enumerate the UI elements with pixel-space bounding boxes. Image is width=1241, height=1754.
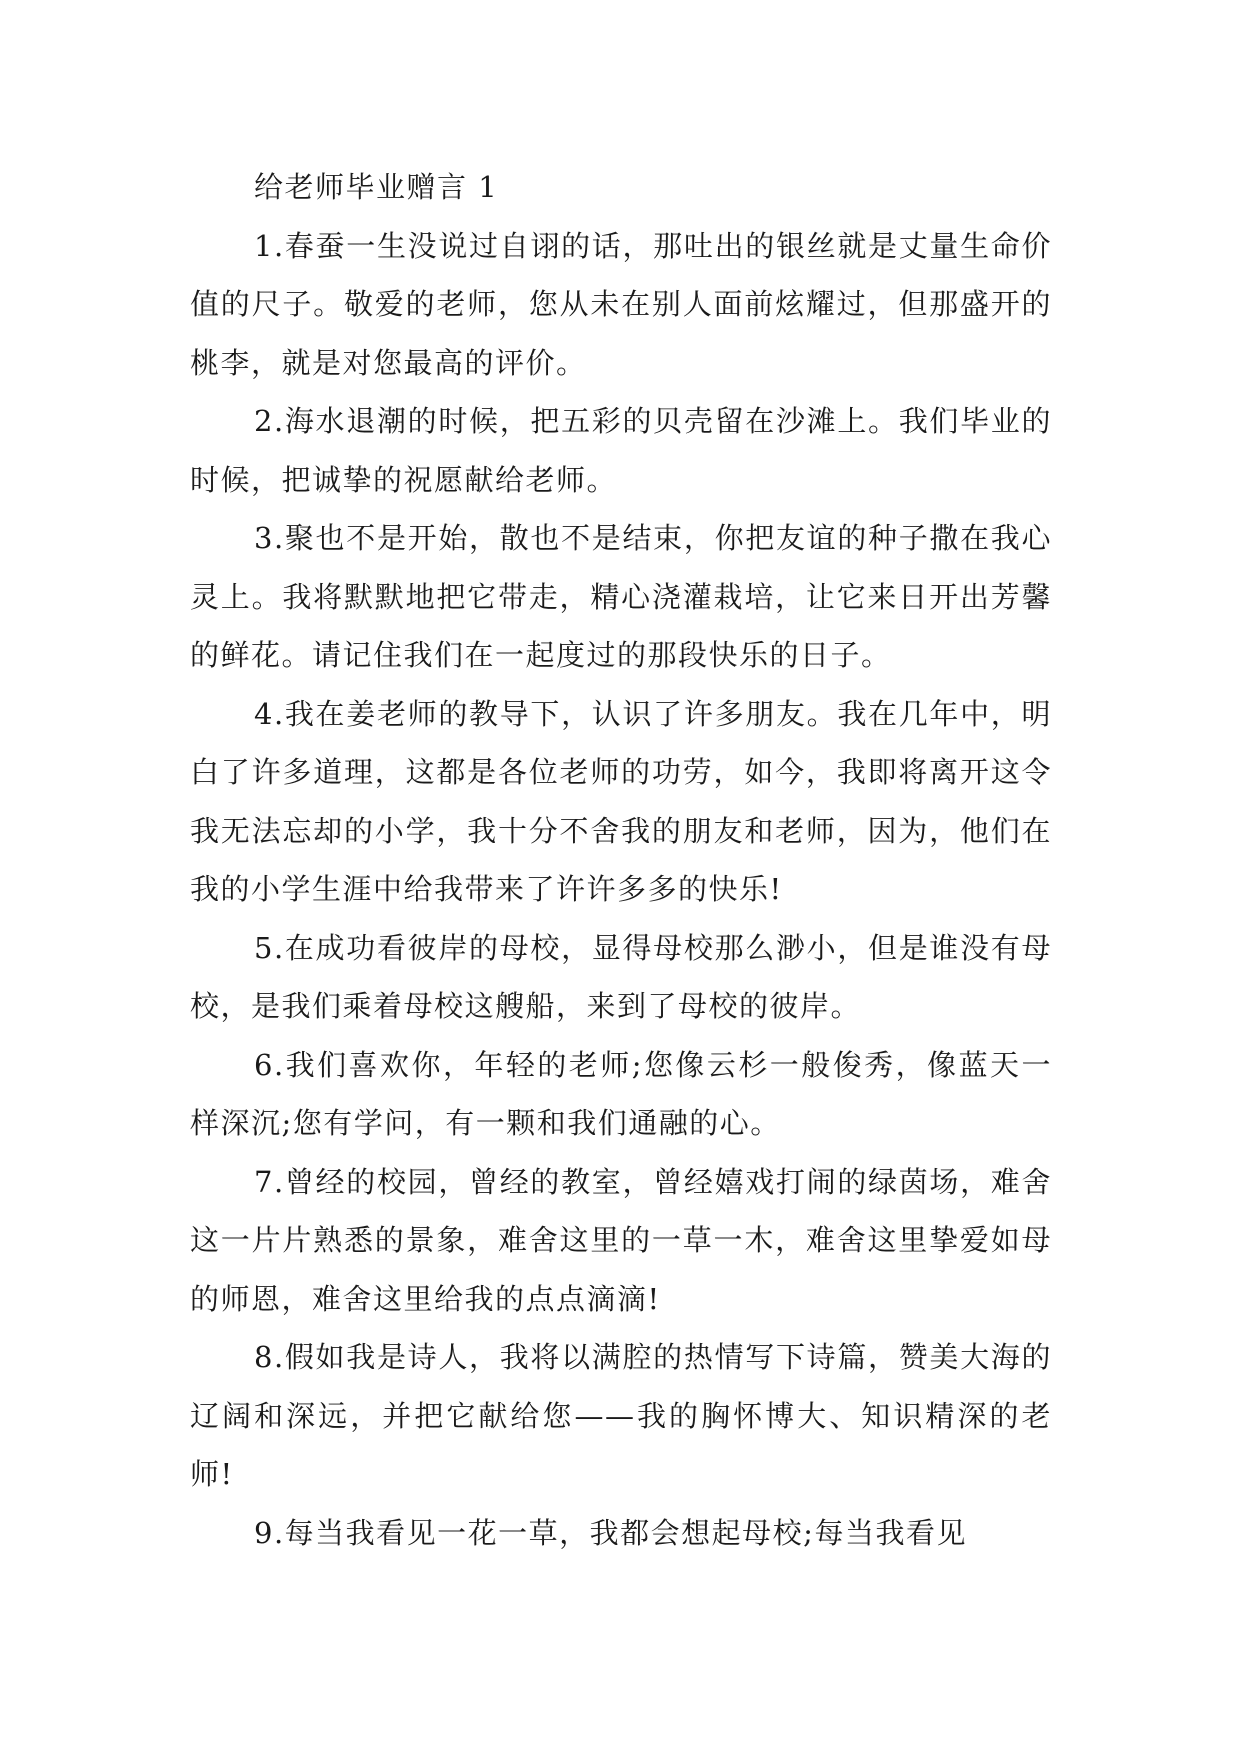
paragraph-5: 5.在成功看彼岸的母校，显得母校那么渺小，但是谁没有母校，是我们乘着母校这艘船，来到了母校的彼岸。: [190, 930, 1052, 1023]
paragraph-7: 7.曾经的校园，曾经的教室，曾经嬉戏打闹的绿茵场，难舍这一片片熟悉的景象，难舍这里的一草一木，难舍这里挚爱如母的师恩，难舍这里给我的点点滴滴!: [190, 1164, 1052, 1316]
paragraph-6: 6.我们喜欢你，年轻的老师;您像云杉一般俊秀，像蓝天一样深沉;您有学问，有一颗和我们通融的心。: [190, 1047, 1052, 1140]
paragraph-9: 9.每当我看见一花一草，我都会想起母校;每当我看见: [254, 1515, 967, 1550]
paragraph-1: 1.春蚕一生没说过自诩的话，那吐出的银丝就是丈量生命价值的尺子。敬爱的老师，您从未在别人面前炫耀过，但那盛开的桃李，就是对您最高的评价。: [190, 228, 1052, 380]
document-body: [190, 158, 1052, 1562]
paragraph-3: 3.聚也不是开始，散也不是结束，你把友谊的种子撒在我心灵上。我将默默地把它带走，精心浇灌栽培，让它来日开出芳馨的鲜花。请记住我们在一起度过的那段快乐的日子。: [190, 521, 1052, 672]
paragraph-2: 2.海水退潮的时候，把五彩的贝壳留在沙滩上。我们毕业的时候，把诚挚的祝愿献给老师。: [190, 404, 1052, 497]
document-title: 给老师毕业赠言 1: [254, 170, 499, 204]
paragraph-4: 4.我在姜老师的教导下，认识了许多朋友。我在几年中，明白了许多道理，这都是各位老师的功劳，如今，我即将离开这令我无法忘却的小学，我十分不舍我的朋友和老师，因为，他们在我的小学生涯中给我带来了许许多多的快乐!: [190, 696, 1052, 906]
paragraph-8: 8.假如我是诗人，我将以满腔的热情写下诗篇，赞美大海的辽阔和深远，并把它献给您——我的胸怀博大、知识精深的老师!: [190, 1340, 1052, 1491]
